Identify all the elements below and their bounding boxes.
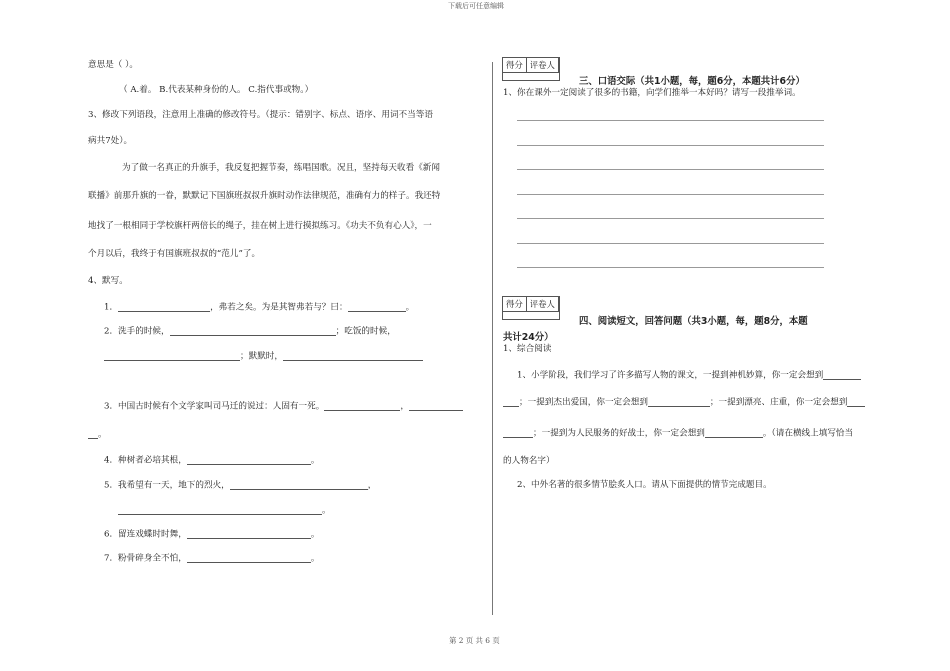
dictation-3-cont: 。 [88, 429, 107, 439]
answer-blank[interactable] [283, 351, 423, 361]
dictation-2-cont: ；默默时， [104, 351, 423, 361]
dictation-4: 4．种树者必培其根， 。 [104, 455, 320, 466]
dictation-2: 2．洗手的时候， ；吃饭的时候， [104, 326, 396, 337]
dictation-5-cont: 。 [118, 505, 331, 515]
question-3-cont: 病共7处）。 [88, 136, 133, 146]
section-3-title: 三、口语交际（共1小题，每，题6分，本题共计6分） [579, 76, 805, 87]
answer-blank[interactable] [648, 397, 710, 407]
header-note: 下载后可任意编辑 [448, 2, 504, 10]
answer-blank[interactable] [324, 401, 400, 411]
answer-line[interactable] [517, 145, 824, 146]
answer-blank[interactable] [187, 455, 311, 465]
score-label: 得分 [503, 58, 527, 72]
answer-line[interactable] [517, 169, 824, 170]
dictation-5: 5．我希望有一天，地下的烈火， ， [104, 480, 377, 491]
answer-blank[interactable] [170, 326, 336, 336]
section-4-sub: 1、综合阅读 [503, 344, 552, 354]
paragraph-line: 地找了一根相同于学校旗杆两倍长的绳子，挂在树上进行摸拟练习。《功夫不负有心人》，一 [88, 221, 432, 231]
answer-blank[interactable] [503, 397, 519, 407]
answer-blank[interactable] [705, 428, 763, 438]
answer-blank[interactable] [118, 302, 210, 312]
answer-line[interactable] [517, 218, 824, 219]
reading-q2: 2、中外名著的很多情节脍炙人口。请从下面提供的情节完成题目。 [517, 480, 772, 490]
grader-label: 评卷人 [527, 297, 559, 311]
paragraph-line: 为了做一名真正的升旗手，我反复把握节奏，练唱国歌。况且，坚持每天收看《新闻 [122, 163, 440, 173]
dictation-7: 7．粉骨碎身全不怕， 。 [104, 553, 320, 564]
question-3: 3、修改下列语段，注意用上准确的修改符号。（提示：错别字、标点、语序、用词不当等语 [88, 110, 433, 120]
answer-blank[interactable] [118, 505, 322, 515]
paragraph-line: 个月以后，我终于有国旗班叔叔的“范儿”了。 [88, 249, 261, 259]
dictation-1: 1． ，弗若之矣。为是其智弗若与？曰： 。 [104, 302, 415, 313]
paragraph-line: 联播》前那升旗的一眷，默默记下国旗班叔叔升旗时动作法律规范，准确有力的样子。我还特 [88, 191, 441, 201]
dictation-6: 6．留连戏蝶时时舞， 。 [104, 529, 320, 540]
answer-line[interactable] [517, 243, 824, 244]
grader-label: 评卷人 [527, 58, 559, 72]
column-divider [492, 62, 493, 615]
section-4-title-cont: 共计24分） [503, 332, 554, 343]
answer-blank[interactable] [104, 351, 240, 361]
text-line: 意思是（ ）。 [88, 60, 138, 70]
score-cell[interactable] [502, 72, 560, 81]
reading-q1: 1、小学阶段，我们学习了许多描写人物的课文，一提到神机妙算，你一定会想到 [517, 370, 861, 380]
section-4-title: 四、阅读短文，回答问题（共3小题，每，题8分，本题 [579, 316, 808, 327]
dictation-3: 3．中国古时候有个文学家叫司马迁的说过：人固有一死。 ， [104, 401, 463, 411]
answer-blank[interactable] [823, 370, 861, 380]
answer-blank[interactable] [187, 529, 311, 539]
answer-blank[interactable] [88, 429, 98, 439]
answer-line[interactable] [517, 194, 824, 195]
reading-q1-cont: 的人物名字） [503, 456, 555, 466]
question-4: 4、默写。 [88, 276, 128, 286]
page-number: 第 2 页 共 6 页 [449, 636, 500, 645]
reading-q1-cont: ；一提到为人民服务的好战士，你一定会想到 。（请在横线上填写恰当 [503, 428, 853, 438]
answer-blank[interactable] [187, 553, 311, 563]
answer-line[interactable] [517, 267, 824, 268]
score-box [502, 57, 560, 73]
answer-blank[interactable] [409, 401, 463, 411]
answer-blank[interactable] [503, 428, 533, 438]
section-3-question: 1、你在课外一定阅读了很多的书籍，向学们推举一本好吗？请写一段推举词。 [503, 88, 801, 98]
options-line: （ A.着。 B.代表某种身份的人。 C.指代事或物。） [119, 85, 314, 95]
answer-blank[interactable] [348, 302, 406, 312]
answer-blank[interactable] [847, 397, 865, 407]
answer-blank[interactable] [230, 480, 368, 490]
answer-line[interactable] [517, 120, 824, 121]
score-cell[interactable] [502, 311, 560, 320]
score-label: 得分 [503, 297, 527, 311]
score-box [502, 296, 560, 312]
reading-q1-cont: ；一提到杰出爱国，你一定会想到 ；一提到漂亮、庄重，你一定会想到 [503, 397, 865, 407]
